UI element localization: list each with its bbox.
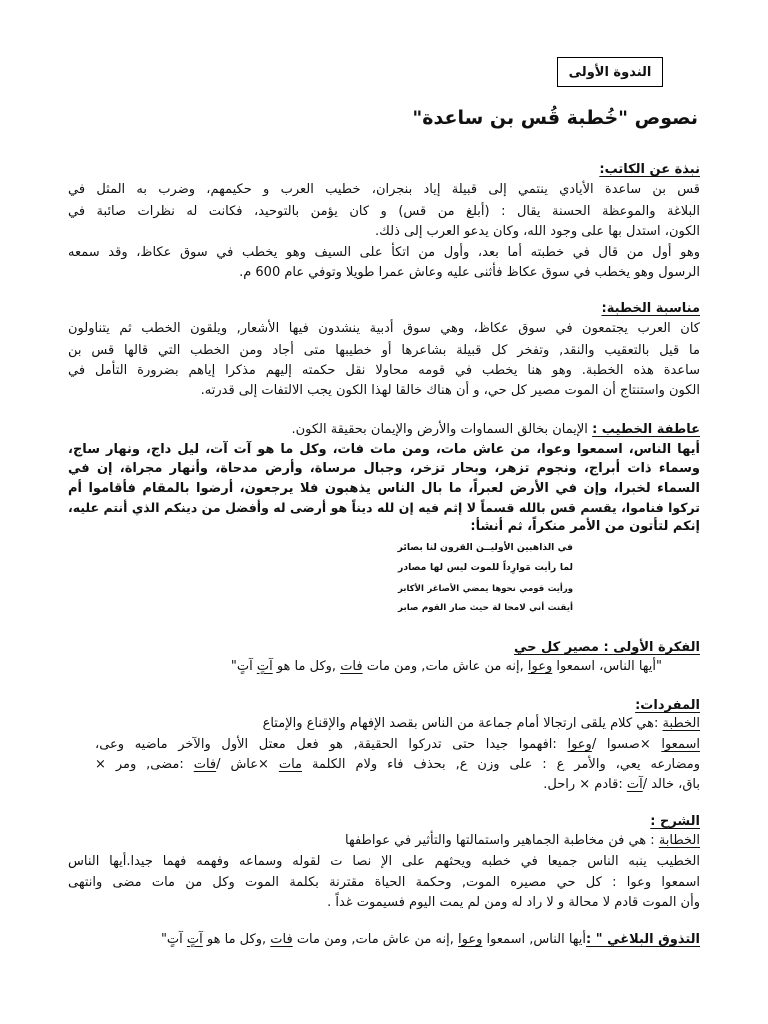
quote-segment: فات <box>340 659 363 674</box>
quote-segment: آتٍ <box>256 659 273 674</box>
quote-segment: ,إنه من عاش مات, ومن مات <box>292 932 458 947</box>
idea1-quote <box>160 657 662 677</box>
quote-segment: آتٍ" <box>230 659 257 674</box>
quote-segment: فات <box>270 932 293 947</box>
vocab-term: مات <box>278 757 303 772</box>
vocab-term: وعوا <box>567 737 592 752</box>
vocab-text: :افهموا جيدا حتى تدركوا الحقيقة, هو فعل معتل الأول والآخر ماضيه وعى، <box>95 737 568 752</box>
about-line: الكون، استدل بها على وجود الله، وكان يدعو العرب إلى ذلك. <box>375 224 700 239</box>
explanation-line: الخطيب ينبه الناس جميعا في خطبه ويحثهم على الإ نصا ت لقوله وسماعه وفهمه فهما جيدا.أيها الناس <box>68 854 700 869</box>
vocab-line <box>68 714 700 734</box>
sermon-line: أيها الناس، اسمعوا وعوا، من عاش مات، ومن مات فات، وكل ما هو آت آت، ليل داج، ونهار ساج، <box>68 442 700 457</box>
quote-segment: آتٍ" <box>160 932 187 947</box>
session-label-box <box>557 57 663 87</box>
quote-segment: وعوا <box>458 932 483 947</box>
sermon-line: إنكم لتأتون من الأمر منكراً، ثم أنشأ: <box>470 519 700 534</box>
vocab-line <box>95 735 700 755</box>
sermon-line: تركوا فناموا، يقسم قس بالله قسماً لا إثم فيه إن لله ديناً هو أرضى له وأفضل من دينكم الذي أنتم عليه، <box>68 500 700 515</box>
occasion-line: ما قيل بالتعقيب والنقد, وتفخر كل قبيلة بشاعرها أو خطيبها متى أجاد ومن الخطب التي قالها قس بن <box>68 343 700 358</box>
poem-verse: لما رأيت مَوارِداً للموت ليس لها مصادر <box>398 562 573 573</box>
vocab-text: ×صسوا / <box>591 737 662 752</box>
session-label: الندوة الأولى <box>568 64 652 80</box>
vocab-line <box>95 755 700 775</box>
quote-segment: ,إنه من عاش مات, ومن مات <box>362 659 528 674</box>
rhetoric-line <box>68 930 700 950</box>
explanation-line: وأن الموت قادم لا محالة و لا راد له ومن لم يمت اليوم فسيموت غداً . <box>327 895 700 910</box>
occasion-line: كان العرب يجتمعون في سوق عكاظ، وهي سوق أدبية ينشدون فيها الأشعار, ويلقون الخطب ثم يتناولون <box>68 321 700 336</box>
vocab-heading-text: المفردات: <box>635 698 700 713</box>
poem-verse: ورأيت قومي نحوها يمضي الأصاغر الأكابر <box>398 584 573 594</box>
about-heading-text: نبذة عن الكاتب: <box>599 162 700 177</box>
section-heading-about <box>68 160 700 180</box>
explanation-text: : هي فن مخاطبة الجماهير واستمالتها والتأثير في عواطفها <box>345 833 659 848</box>
vocab-text: باق، خالد / <box>642 777 700 792</box>
about-line: قس بن ساعدة الأيادي ينتمي إلى قبيلة إياد بنجران، خطيب العرب و حكيمهم، وضرب به المثل في <box>68 182 700 197</box>
occasion-line: الكون واستنتاج أن الموت مصير كل حي، و أن هناك خالقا لهذا الكون يجب الالتفات إلى قدرته. <box>200 383 700 398</box>
quote-segment: "أيها الناس، اسمعوا <box>552 659 662 674</box>
section-heading-vocab <box>68 696 700 716</box>
occasion-line: ساعدة هذه الخطبة. وهو هنا يخطب في قومه محاولا نقل حكمته إليهم مذكرا إياهم بضرورة التأمل في <box>68 363 700 378</box>
quote-segment: وعوا <box>527 659 553 674</box>
explanation-term: الخطابة <box>658 833 700 848</box>
emotion-label: عاطفة الخطيب : <box>592 422 700 437</box>
vocab-text: ومضارعه يعي، والأمر ع : على وزن ع, بحذف فاء ولام الكلمة <box>302 757 700 772</box>
poem-verse: أيقنت أني لامحا لة حيث صار القوم صابر <box>398 603 573 613</box>
document-title: نصوص "خُطبة قُس بن ساعدة" <box>412 107 698 129</box>
explanation-heading-text: الشرح : <box>650 814 700 829</box>
section-heading-idea1 <box>68 638 700 658</box>
explanation-line <box>68 831 700 851</box>
poem-verse: في الذاهبين الأوليــن القرون لنا بصائر <box>397 542 573 553</box>
about-line: الرسول وهو يخطب في سوق عكاظ فأثنى عليه وعاش عمرا طويلا وتوفي عام 600 م. <box>239 265 700 280</box>
vocab-term: آت <box>626 777 643 792</box>
section-heading-occasion <box>68 299 700 319</box>
vocab-text: ×عاش / <box>216 757 279 772</box>
quote-segment: أيها الناس, اسمعوا <box>482 932 587 947</box>
vocab-term: الخطبة <box>662 716 700 731</box>
occasion-heading-text: مناسبة الخطبة: <box>601 301 700 316</box>
vocab-term: فات <box>193 757 217 772</box>
vocab-text: :هي كلام يلقى ارتجالا أمام جماعة من الناس بقصد الإفهام والإقناع والإمتاع <box>262 716 663 731</box>
vocab-text: :مضى, ومر × <box>95 757 194 772</box>
quote-segment: آتٍ <box>186 932 203 947</box>
idea1-label: الفكرة الأولى : مصير كل حي <box>513 640 700 655</box>
about-line: البلاغة والموعظة الحسنة يقال : (أبلغ من قس) و كان يؤمن بالتوحيد، فكانت له نظرات صائبة في <box>68 204 700 219</box>
vocab-term: اسمعوا <box>661 737 700 752</box>
sermon-line: وسماء ذات أبراج، ونجوم تزهر، وبحار تزخر، وجبال مرساة، وأرض مدحاة، وأنهار مجراة، إن في <box>68 461 700 476</box>
sermon-line: السماء لخبرا، وإن في الأرض لعبراً، ما بال الناس يذهبون فلا يرجعون، أرضوا بالمقام فأقاموا أم <box>68 481 700 496</box>
emotion-text: الإيمان بخالق السماوات والأرض والإيمان بحقيقة الكون. <box>291 422 593 437</box>
quote-segment: ,وكل ما هو <box>202 932 271 947</box>
emotion-line <box>68 420 700 440</box>
rhetoric-label: التذوق البلاغي " : <box>586 932 700 947</box>
vocab-text: :قادم × راحل. <box>543 777 627 792</box>
vocab-line <box>68 775 700 795</box>
about-line: وهو أول من قال في خطبته أما بعد، وأول من اتكأ على السيف وهو يخطب في سوق عكاظ، وقد سمعه <box>68 245 700 260</box>
explanation-line: اسمعوا وعوا : كل حي مصيره الموت, وحكمة الحياة مقترنة بكلمة الموت وكل من مات مضى وانتهى <box>68 875 700 890</box>
quote-segment: ,وكل ما هو <box>272 659 341 674</box>
section-heading-explanation <box>68 812 700 832</box>
